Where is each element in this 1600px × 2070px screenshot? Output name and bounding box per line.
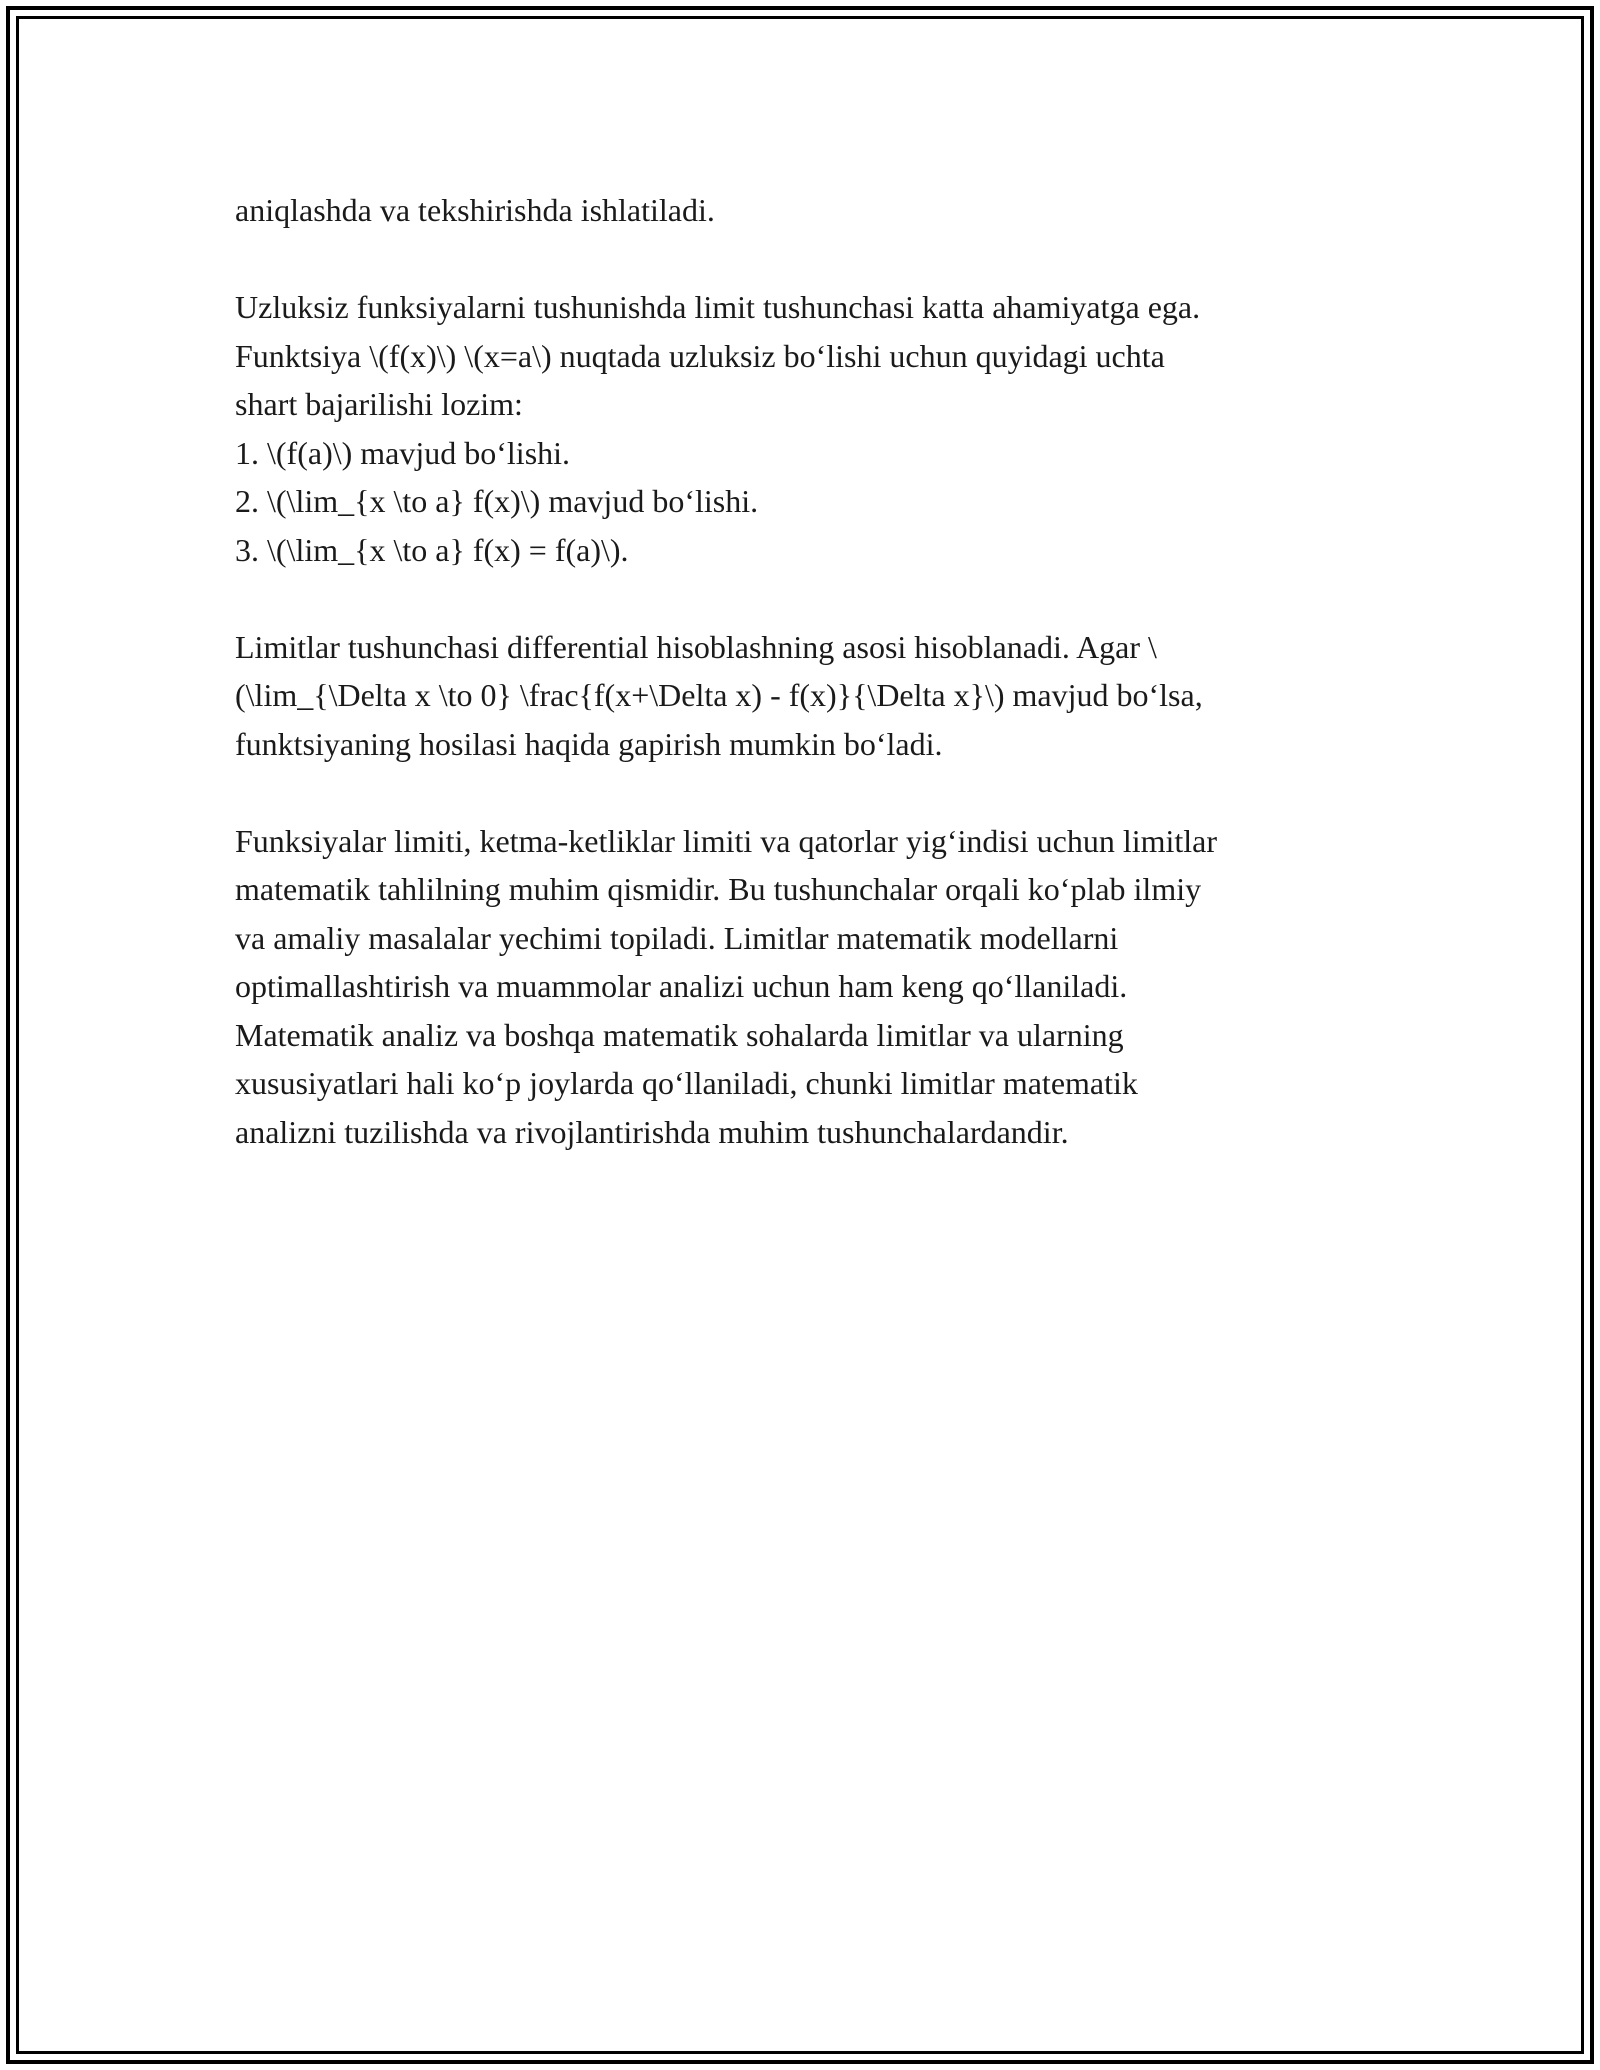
- paragraph-gap: [235, 768, 1385, 817]
- paragraph-continuity: Uzluksiz funksiyalarni tushunishda limit tushunchasi katta ahamiyatga ega. Funktsiya \(f(x)\) \(x=a\) nuqtada uzluksiz bo‘lishi uchun quyidagi uchta shart bajarilishi lozim: 1. \(f(a)\) mavjud bo‘lishi. 2. \(\lim_{x \to a} f(x)\) mavjud bo‘lishi. 3. \(\lim_{x \to a} f(x) = f(a)\).: [235, 289, 1201, 568]
- paragraph-gap: [235, 235, 1385, 284]
- paragraph-continuation: aniqlashda va tekshirishda ishlatiladi.: [235, 192, 715, 228]
- paragraph-applications: Funksiyalar limiti, ketma-ketliklar limiti va qatorlar yig‘indisi uchun limitlar matematik tahlilning muhim qismidir. Bu tushunchalar orqali ko‘plab ilmiy va amaliy masalalar yechimi topiladi. Limitlar matematik modellarni optimallashtirish va muammolar analizi uchun ham keng qo‘llaniladi. Matematik analiz va boshqa matematik sohalarda limitlar va ularning xususiyatlari hali ko‘p joylarda qo‘llaniladi, chunki limitlar matematik analizni tuzilishda va rivojlantirishda muhim tushunchalardandir.: [235, 822, 1218, 1150]
- document-body: [235, 186, 1385, 1156]
- paragraph-gap: [235, 574, 1385, 623]
- paragraph-derivative: Limitlar tushunchasi differential hisoblashning asosi hisoblanadi. Agar \ (\lim_{\Delta x \to 0} \frac{f(x+\Delta x) - f(x)}{\Delta x}\) mavjud bo‘lsa, funktsiyaning hosilasi haqida gapirish mumkin bo‘ladi.: [235, 628, 1203, 762]
